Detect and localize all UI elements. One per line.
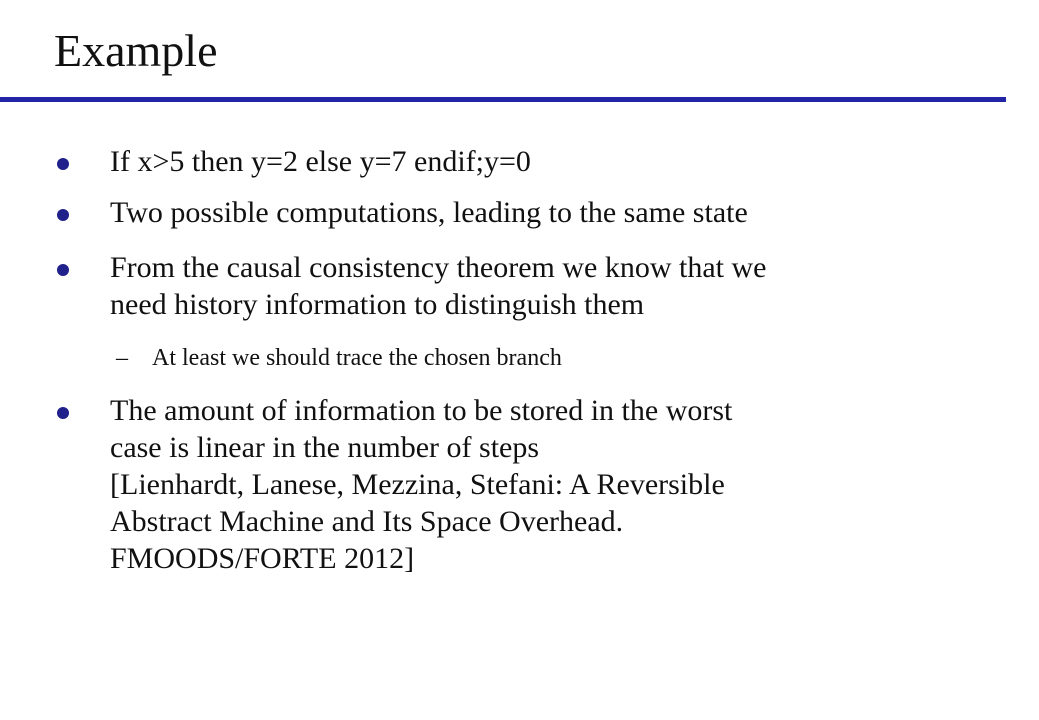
bullet-text: From the causal consistency theorem we know that we [110,251,767,284]
bullet-dot-icon [57,264,69,276]
bullet-text: [Lienhardt, Lanese, Mezzina, Stefani: A Reversible [110,468,725,501]
bullet-item [110,392,970,577]
title-underline [0,97,1006,102]
bullet-text: Abstract Machine and Its Space Overhead. [110,505,624,538]
bullet-item [110,194,970,231]
bullet-item [110,143,970,180]
sub-bullet-dash: – [116,345,128,371]
bullet-text: need history information to distinguish them [110,288,645,321]
bullet-item [110,249,970,323]
bullet-text: If x>5 then y=2 else y=7 endif;y=0 [110,145,531,178]
sub-bullet-text: At least we should trace the chosen branch [152,345,562,371]
bullet-dot-icon [57,158,69,170]
sub-bullet-item [116,343,562,373]
slide-title: Example [54,25,218,76]
bullet-dot-icon [57,407,69,419]
bullet-text: The amount of information to be stored in the worst [110,394,733,427]
bullet-text: Two possible computations, leading to the same state [110,196,748,229]
bullet-dot-icon [57,209,69,221]
bullet-text: FMOODS/FORTE 2012] [110,542,415,575]
bullet-text: case is linear in the number of steps [110,431,540,464]
